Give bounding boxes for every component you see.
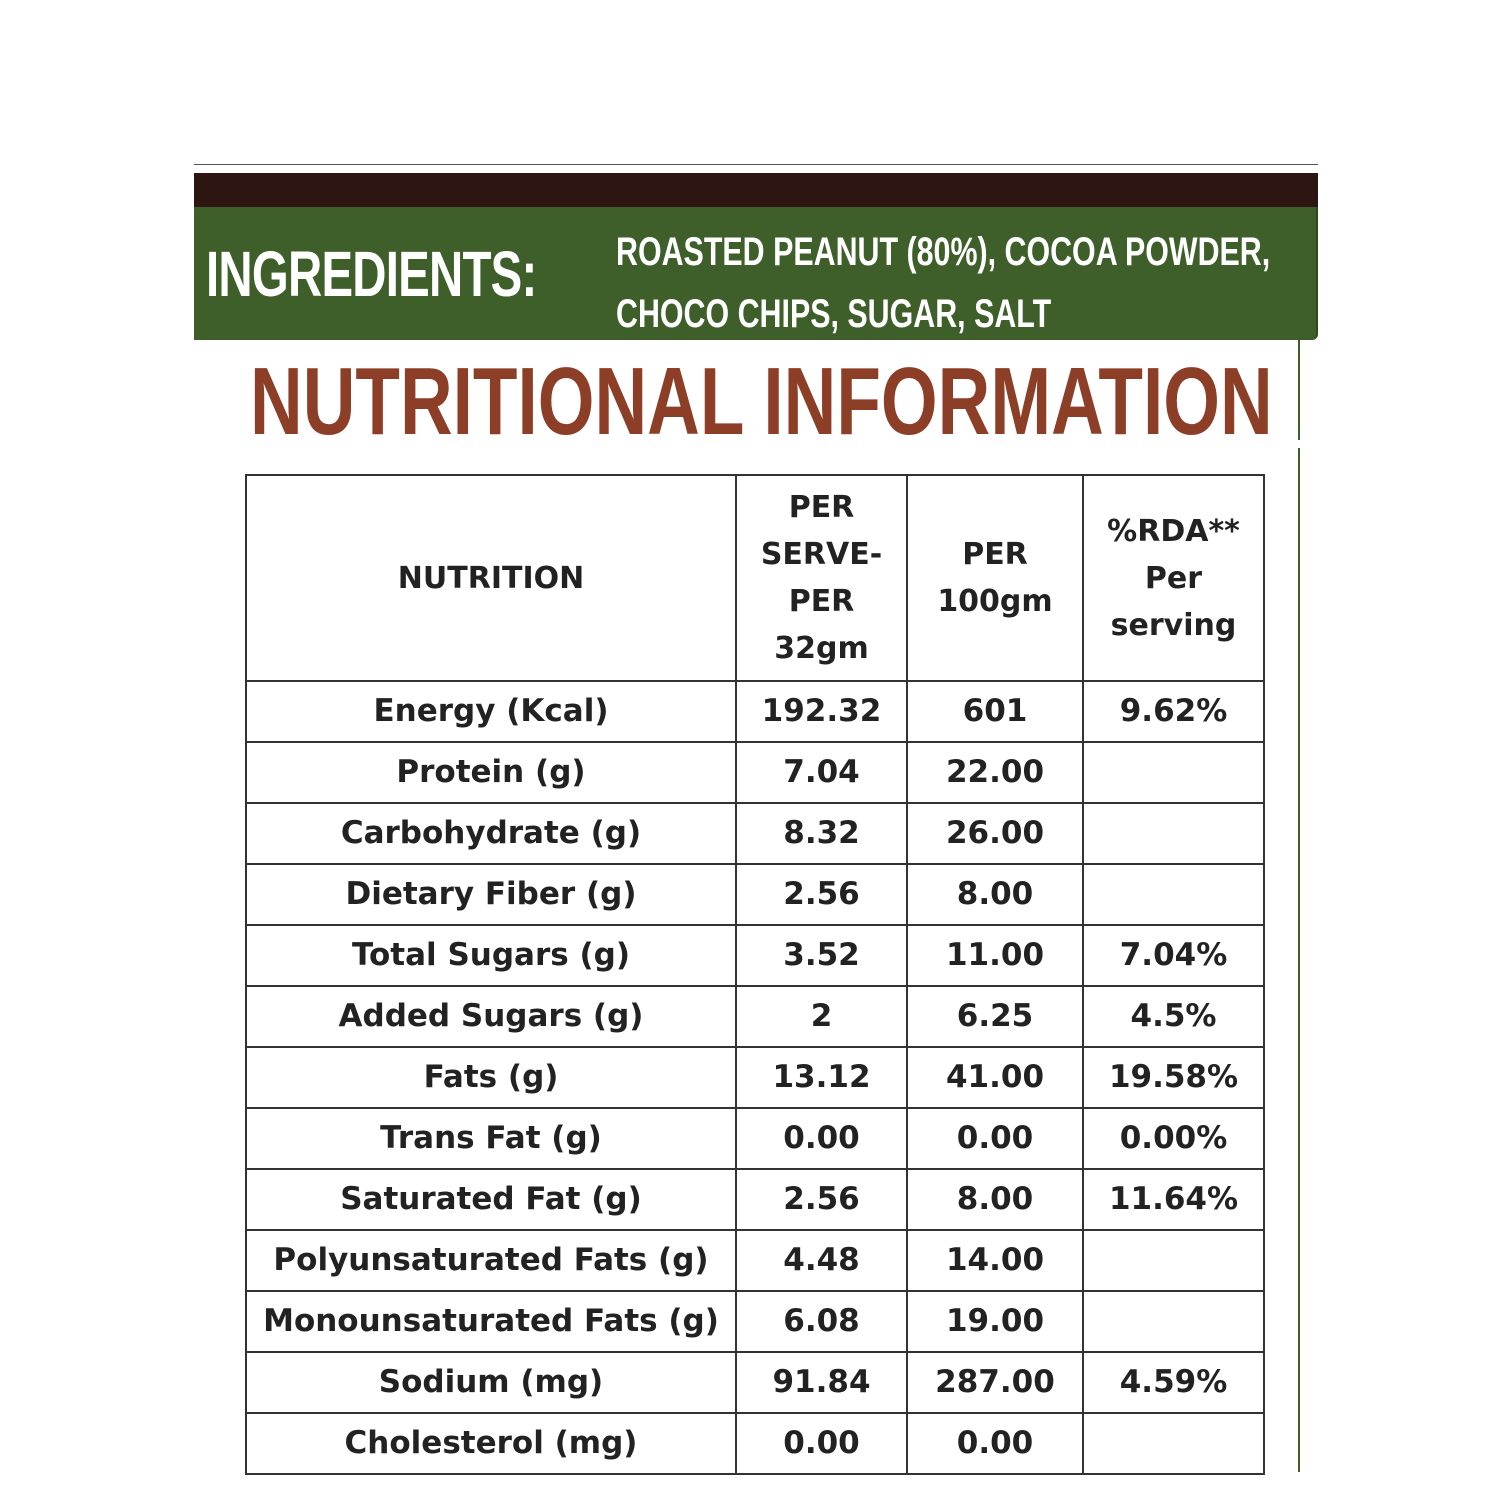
- per-serve-value: 13.12: [736, 1047, 907, 1108]
- rda-value: [1083, 803, 1264, 864]
- rda-value: 7.04%: [1083, 925, 1264, 986]
- table-row: [246, 803, 1264, 864]
- table-row: [246, 864, 1264, 925]
- nutrient-name: Sodium (mg): [246, 1352, 736, 1413]
- table-row: [246, 986, 1264, 1047]
- ingredients-banner: [194, 207, 1318, 340]
- ingredients-title: INGREDIENTS:: [206, 238, 537, 310]
- per-100gm-value: 601: [907, 681, 1083, 742]
- per-100gm-value: 26.00: [907, 803, 1083, 864]
- per-serve-value: 0.00: [736, 1413, 907, 1474]
- per-serve-value: 3.52: [736, 925, 907, 986]
- header-nutrition: NUTRITION: [246, 475, 736, 681]
- per-100gm-value: 8.00: [907, 864, 1083, 925]
- rda-value: [1083, 742, 1264, 803]
- table-row: [246, 1352, 1264, 1413]
- table-row: [246, 1230, 1264, 1291]
- per-serve-value: 192.32: [736, 681, 907, 742]
- per-serve-value: 8.32: [736, 803, 907, 864]
- nutrient-name: Polyunsaturated Fats (g): [246, 1230, 736, 1291]
- per-serve-value: 91.84: [736, 1352, 907, 1413]
- nutrient-name: Carbohydrate (g): [246, 803, 736, 864]
- header-rda: %RDA** Per serving: [1083, 475, 1264, 681]
- nutrient-name: Saturated Fat (g): [246, 1169, 736, 1230]
- table-row: [246, 1047, 1264, 1108]
- nutrient-name: Monounsaturated Fats (g): [246, 1291, 736, 1352]
- table-row: [246, 1291, 1264, 1352]
- table-row: [246, 1169, 1264, 1230]
- nutrient-name: Energy (Kcal): [246, 681, 736, 742]
- nutrient-name: Fats (g): [246, 1047, 736, 1108]
- per-serve-value: 4.48: [736, 1230, 907, 1291]
- dark-top-band: [194, 173, 1318, 207]
- top-divider-line: [194, 164, 1318, 165]
- table-row: [246, 681, 1264, 742]
- per-100gm-value: 6.25: [907, 986, 1083, 1047]
- per-serve-value: 7.04: [736, 742, 907, 803]
- rda-value: [1083, 1230, 1264, 1291]
- rda-value: [1083, 864, 1264, 925]
- per-serve-value: 2.56: [736, 1169, 907, 1230]
- per-100gm-value: 41.00: [907, 1047, 1083, 1108]
- rda-value: [1083, 1291, 1264, 1352]
- nutritional-information-title: NUTRITIONAL INFORMATION: [250, 348, 1273, 455]
- rda-value: 11.64%: [1083, 1169, 1264, 1230]
- table-row: [246, 925, 1264, 986]
- rda-value: 9.62%: [1083, 681, 1264, 742]
- per-100gm-value: 0.00: [907, 1108, 1083, 1169]
- per-serve-value: 2: [736, 986, 907, 1047]
- per-serve-value: 6.08: [736, 1291, 907, 1352]
- table-row: [246, 1108, 1264, 1169]
- per-100gm-value: 14.00: [907, 1230, 1083, 1291]
- side-border-line: [1298, 340, 1300, 440]
- nutrient-name: Trans Fat (g): [246, 1108, 736, 1169]
- header-per-100gm: PER 100gm: [907, 475, 1083, 681]
- header-per-serve: PER SERVE- PER 32gm: [736, 475, 907, 681]
- nutrient-name: Dietary Fiber (g): [246, 864, 736, 925]
- per-100gm-value: 287.00: [907, 1352, 1083, 1413]
- rda-value: 4.59%: [1083, 1352, 1264, 1413]
- nutrient-name: Added Sugars (g): [246, 986, 736, 1047]
- per-100gm-value: 0.00: [907, 1413, 1083, 1474]
- rda-value: 19.58%: [1083, 1047, 1264, 1108]
- table-row: [246, 1413, 1264, 1474]
- rda-value: 0.00%: [1083, 1108, 1264, 1169]
- ingredients-list: ROASTED PEANUT (80%), COCOA POWDER, CHOCO CHIPS, SUGAR, SALT: [616, 230, 1271, 336]
- table-row: [246, 742, 1264, 803]
- per-serve-value: 2.56: [736, 864, 907, 925]
- nutrition-table-body: [246, 681, 1264, 1474]
- per-100gm-value: 8.00: [907, 1169, 1083, 1230]
- nutrient-name: Cholesterol (mg): [246, 1413, 736, 1474]
- nutrient-name: Protein (g): [246, 742, 736, 803]
- per-100gm-value: 22.00: [907, 742, 1083, 803]
- rda-value: [1083, 1413, 1264, 1474]
- nutrition-table: [245, 474, 1265, 1475]
- per-100gm-value: 19.00: [907, 1291, 1083, 1352]
- per-serve-value: 0.00: [736, 1108, 907, 1169]
- table-header-row: [246, 475, 1264, 681]
- per-100gm-value: 11.00: [907, 925, 1083, 986]
- side-border-line: [1298, 448, 1300, 1472]
- rda-value: 4.5%: [1083, 986, 1264, 1047]
- nutrient-name: Total Sugars (g): [246, 925, 736, 986]
